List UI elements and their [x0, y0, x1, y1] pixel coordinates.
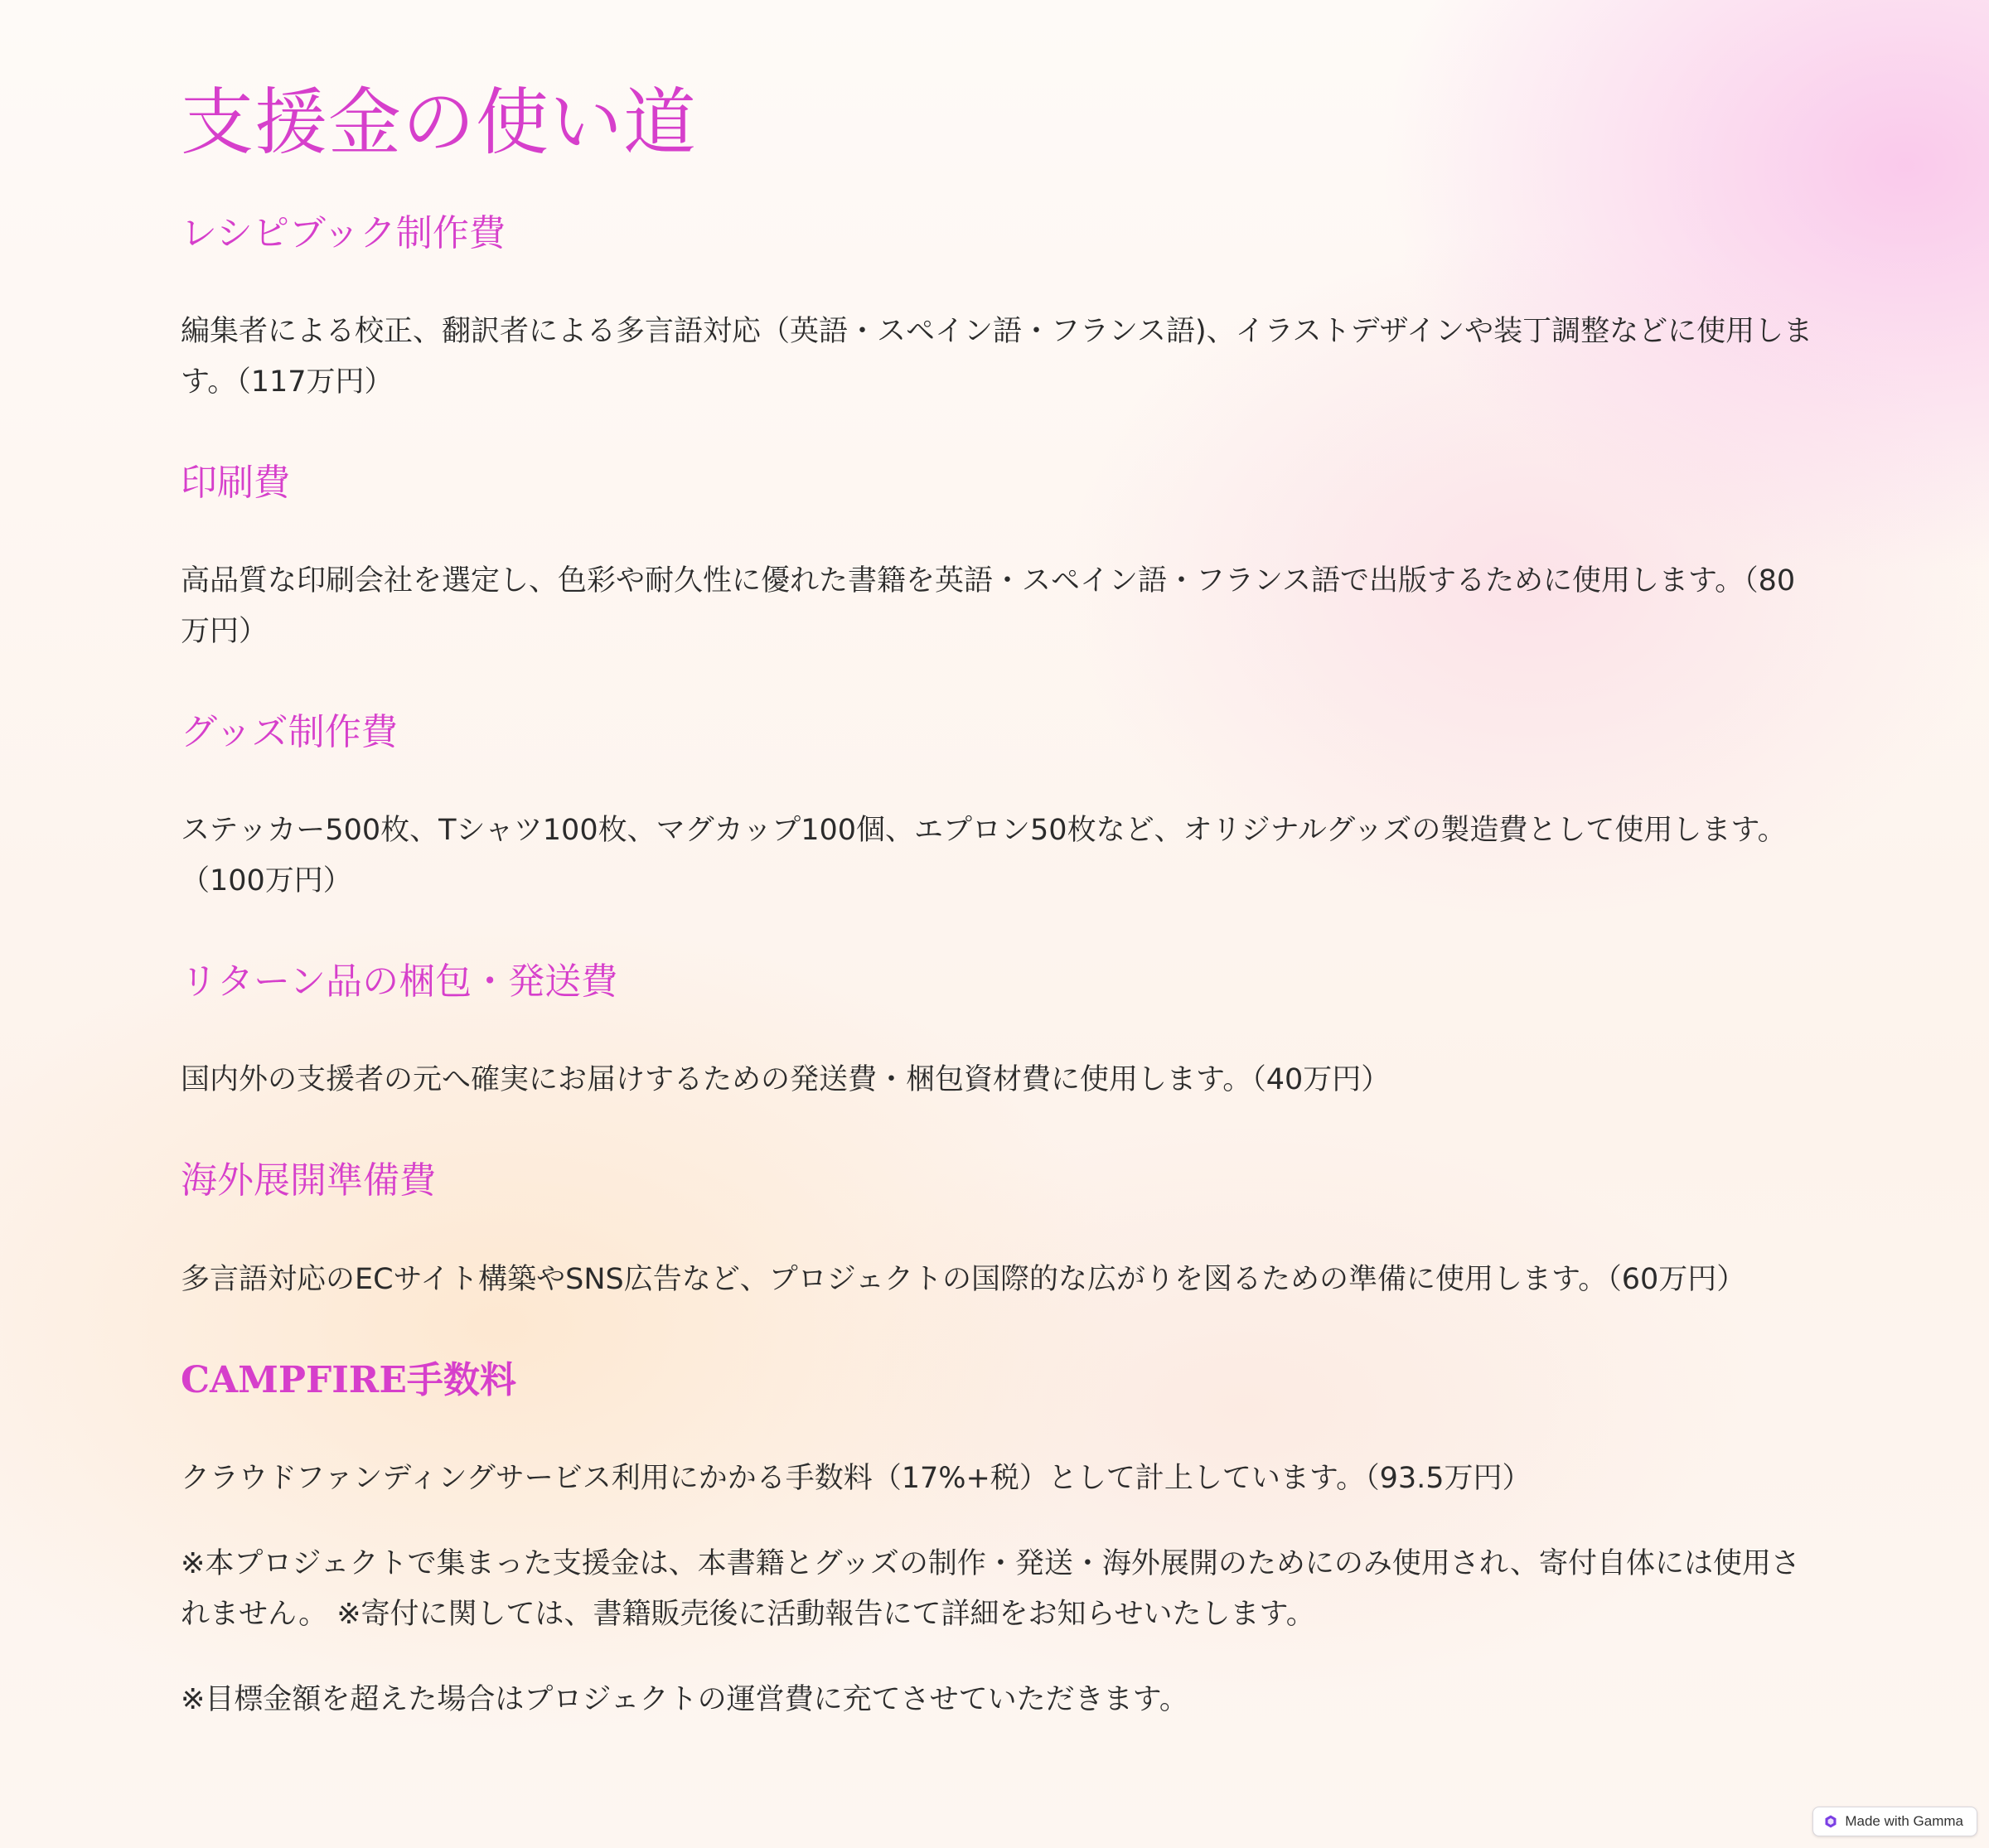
section-production	[181, 210, 1813, 408]
gamma-logo-icon	[1825, 1815, 1837, 1828]
badge-label: Made with Gamma	[1845, 1813, 1963, 1829]
section-goods	[181, 709, 1813, 907]
section-heading: 海外展開準備費	[181, 1159, 436, 1202]
section-body: 高品質な印刷会社を選定し、色彩や耐久性に優れた書籍を英語・スペイン語・フランス語で出版するために使用します。（80万円）	[181, 564, 1796, 648]
made-with-gamma-badge[interactable]	[1812, 1807, 1977, 1836]
section-body: クラウドファンディングサービス利用にかかる手数料（17%+税）として計上しています。（93.5万円）	[181, 1461, 1532, 1495]
note-donation: ※本プロジェクトで集まった支援金は、本書籍とグッズの制作・発送・海外展開のためにのみ使用され、寄付自体には使用されません。 ※寄付に関しては、書籍販売後に活動報告にて詳細をお知らせいたします。	[181, 1546, 1800, 1631]
section-body: 多言語対応のECサイト構築やSNS広告など、プロジェクトの国際的な広がりを図るための準備に使用します。（60万円）	[181, 1262, 1746, 1296]
section-body: 国内外の支援者の元へ確実にお届けするための発送費・梱包資材費に使用します。（40万円）	[181, 1063, 1391, 1097]
section-heading: グッズ制作費	[181, 710, 398, 753]
section-body: 編集者による校正、翻訳者による多言語対応（英語・スペイン語・フランス語)、イラストデザインや装丁調整などに使用します。（117万円）	[181, 314, 1813, 399]
section-body: ステッカー500枚、Tシャツ100枚、マグカップ100個、エプロン50枚など、オリジナルグッズの製造費として使用します。（100万円）	[181, 814, 1787, 898]
section-overseas	[181, 1157, 1813, 1304]
section-printing	[181, 459, 1813, 657]
section-platform-fee	[181, 1357, 1813, 1504]
section-heading: 印刷費	[181, 461, 290, 504]
main-content	[181, 79, 1813, 1760]
section-heading: リターン品の梱包・発送費	[181, 960, 618, 1004]
page-title: 支援金の使い道	[181, 80, 698, 165]
section-heading: レシピブック制作費	[181, 211, 506, 254]
section-heading: CAMPFIRE手数料	[181, 1358, 516, 1401]
section-shipping	[181, 958, 1813, 1105]
note-surplus: ※目標金額を超えた場合はプロジェクトの運営費に充てさせていただきます。	[181, 1682, 1188, 1716]
